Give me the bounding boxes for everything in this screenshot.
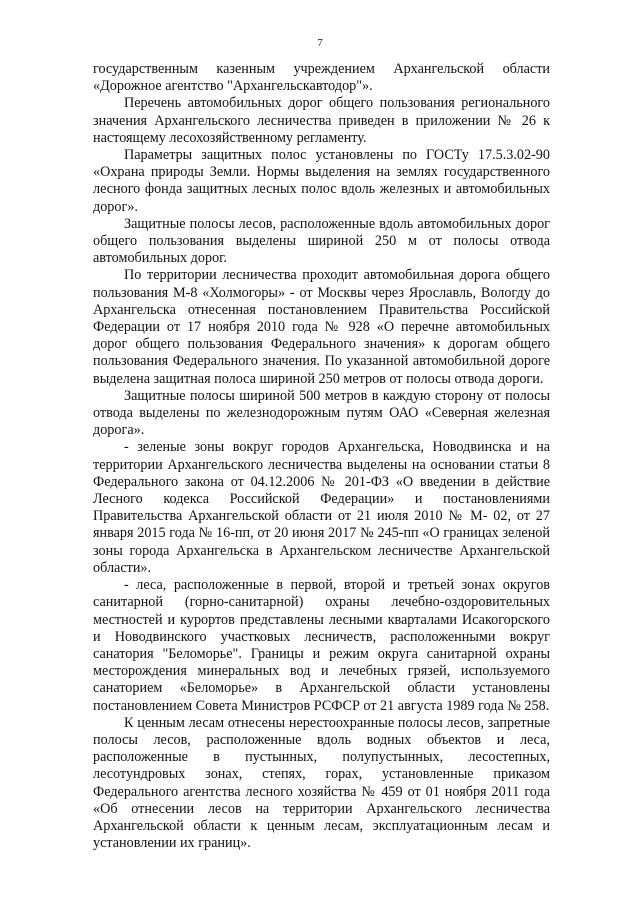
paragraph-road-list: Перечень автомобильных дорог общего пользования регионального значения Архангельского лесничества приведен в приложении № 26 к настоящему лесохозяйственному регламенту. [93,95,550,146]
paragraph-continuation: государственным казенным учреждением Архангельской области «Дорожное агентство "Архангельскавтодор"». [93,61,550,95]
paragraph-green-zones: - зеленые зоны вокруг городов Архангельска, Новодвинска и на территории Архангельского лесничества выделены на основании статьи 8 Федерального закона от 04.12.2006 № 201-ФЗ «О введении в действие Лесного кодекса Российской Федерации» и постановлениями Правительства Архангельской области от 21 июля 2010 № М- 02, от 27 января 2015 года № 16-пп, от 20 июня 2017 № 245-пп «О границах зеленой зоны города Архангельска в Архангельском лесничестве Архангельской области». [93,439,550,576]
paragraph-sanitary-zones: - леса, расположенные в первой, второй и третьей зонах округов санитарной (горно-санитарной) охраны лечебно-оздоровительных местностей и курортов представлены лесными кварталами Исакогорского и Новодвинского участковых лесничеств, расположенными вокруг санатория "Беломорье". Границы и режим округа санитарной охраны месторождения минеральных вод и лечебных грязей, используемого санаторием «Беломорье» в Архангельской области установлены постановлением Совета Министров РСФСР от 21 августа 1989 года № 258. [93,577,550,714]
paragraph-railway-strips: Защитные полосы шириной 500 метров в каждую сторону от полосы отвода выделены по железнодорожным путям ОАО «Северная железная дорога». [93,387,550,439]
paragraph-highway-m8: По территории лесничества проходит автомобильная дорога общего пользования М-8 «Холмогоры» - от Москвы через Ярославль, Вологду до Архангельска отнесенная постановлением Правительства Российской Федерации от 17 ноября 2010 года № 928 «О перечне автомобильных дорог общего пользования Федерального значения» к дорогам общего пользования Федерального значения. По указанной автомобильной дороге выделена защитная полоса шириной 250 метров от полосы отвода дороги. [93,267,550,387]
page-number: 7 [317,37,323,49]
paragraph-gost-parameters: Параметры защитных полос установлены по ГОСТу 17.5.3.02-90 «Охрана природы Земли. Нормы выделения на землях государственного лесного фонда защитных лесных полос вдоль железных и автомобильных дорог». [93,147,550,215]
paragraph-valuable-forests: К ценным лесам отнесены нерестоохранные полосы лесов, запретные полосы лесов, расположенные вдоль водных объектов и леса, расположенные в пустынных, полупустынных, лесостепных, лесотундровых зонах, степях, горах, установленные приказом Федерального агентства лесного хозяйства № 459 от 01 ноября 2011 года «Об отнесении лесов на территории Архангельского лесничества Архангельской области к ценным лесам, эксплуатационным лесам и установлении их границ». [93,714,550,852]
paragraph-protective-strips-roads: Защитные полосы лесов, расположенные вдоль автомобильных дорог общего пользования выделены шириной 250 м от полосы отвода автомобильных дорог. [93,215,550,267]
document-body [93,61,550,852]
